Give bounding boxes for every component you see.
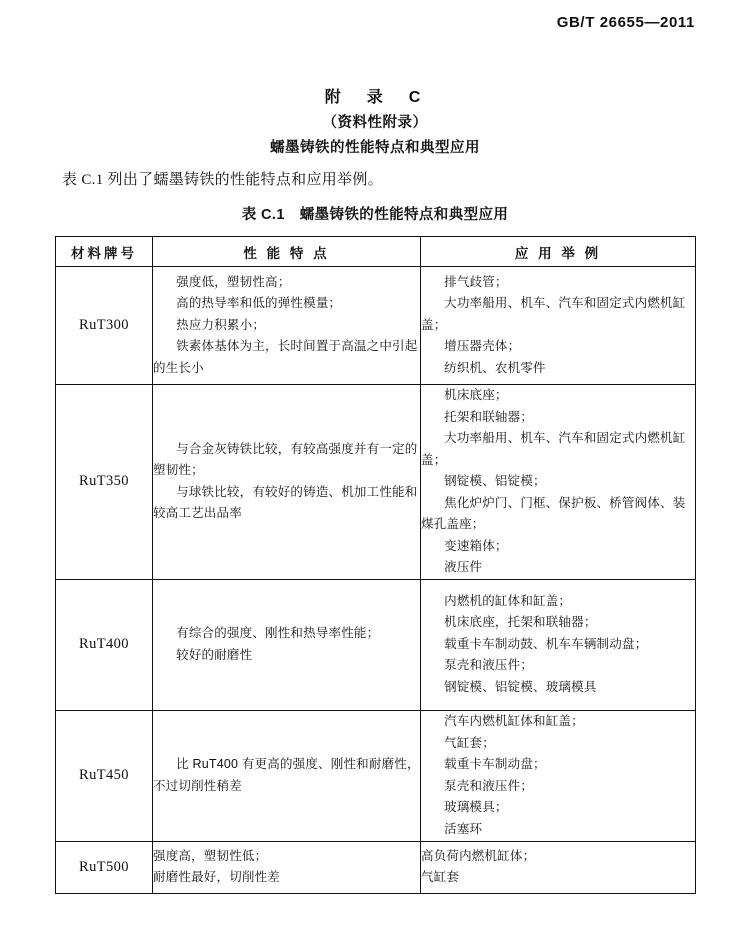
cell-text-line: 载重卡车制动鼓、机车车辆制动盘； xyxy=(444,636,648,651)
cell-text-line: 钢锭模、铝锭模、玻璃模具 xyxy=(444,679,597,694)
cell-grade: RuT500 xyxy=(56,841,153,893)
cell-applications xyxy=(421,385,696,580)
cell-text-line: 玻璃模具； xyxy=(444,800,508,814)
table-row xyxy=(56,579,696,710)
table-body xyxy=(56,267,696,894)
intro-paragraph: 表 C.1 列出了蠕墨铸铁的性能特点和应用举例。 xyxy=(62,172,383,188)
table-row xyxy=(56,385,696,580)
cell-text-line: 汽车内燃机缸体和缸盖； xyxy=(444,714,584,728)
cell-applications xyxy=(421,710,696,841)
cell-text-line: 比 RuT400 有更高的强度、刚性和耐磨性，不过切削性稍差 xyxy=(153,757,420,793)
cell-properties xyxy=(153,267,421,385)
cell-text-line: 内燃机的缸体和缸盖； xyxy=(444,593,572,608)
cell-text-line: 排气歧管； xyxy=(444,274,508,289)
cell-text-line: 大功率船用、机车、汽车和固定式内燃机缸盖； xyxy=(421,431,686,467)
cell-grade: RuT450 xyxy=(56,710,153,841)
cell-properties xyxy=(153,579,421,710)
column-header-grade: 材料牌号 xyxy=(56,237,153,267)
cell-text-line: 气缸套 xyxy=(421,870,460,884)
column-header-applications: 应 用 举 例 xyxy=(421,237,696,267)
cell-text-line: 高的热导率和低的弹性模量； xyxy=(176,296,342,311)
table-row xyxy=(56,841,696,893)
cell-grade: RuT350 xyxy=(56,385,153,580)
cell-grade: RuT300 xyxy=(56,267,153,385)
cell-text-line: 活塞环 xyxy=(444,821,483,836)
table-header xyxy=(56,237,696,267)
cell-applications xyxy=(421,841,696,893)
table-container xyxy=(55,236,695,894)
annex-title: 附 录 C xyxy=(324,89,426,106)
cell-text-line: 大功率船用、机车、汽车和固定式内燃机缸盖； xyxy=(421,296,686,332)
cell-applications xyxy=(421,579,696,710)
cell-text-line: 耐磨性最好，切削性差 xyxy=(153,870,281,884)
cell-text-line: 液压件 xyxy=(444,560,483,574)
properties-applications-table xyxy=(55,236,696,894)
cell-text-line: 机床底座，托架和联轴器； xyxy=(444,615,597,630)
cell-applications xyxy=(421,267,696,385)
cell-grade: RuT400 xyxy=(56,579,153,710)
table-row xyxy=(56,710,696,841)
cell-text-line: 有综合的强度、刚性和热导率性能； xyxy=(176,626,380,640)
cell-text-line: 与合金灰铸铁比较，有较高强度并有一定的塑韧性； xyxy=(153,441,418,478)
cell-text-line: 载重卡车制动盘； xyxy=(444,757,546,771)
annex-kind: （资料性附录） xyxy=(322,115,428,131)
cell-text-line: 钢锭模、铝锭模； xyxy=(444,474,546,488)
cell-text-line: 较好的耐磨性 xyxy=(176,647,253,662)
cell-text-line: 热应力积累小； xyxy=(176,317,266,332)
cell-text-line: 托架和联轴器； xyxy=(444,409,534,424)
cell-text-line: 与球铁比较，有较好的铸造、机加工性能和较高工艺出品率 xyxy=(153,484,418,521)
cell-properties xyxy=(153,710,421,841)
table-caption: 表 C.1 蠕墨铸铁的性能特点和典型应用 xyxy=(241,207,509,223)
cell-text-line: 机床底座； xyxy=(444,388,508,402)
cell-text-line: 铁素体基体为主，长时间置于高温之中引起的生长小 xyxy=(153,339,418,375)
cell-text-line: 强度低，塑韧性高； xyxy=(176,274,291,289)
annex-subject: 蠕墨铸铁的性能特点和典型应用 xyxy=(270,140,480,156)
cell-properties xyxy=(153,841,421,893)
cell-text-line: 高负荷内燃机缸体； xyxy=(421,848,536,863)
cell-text-line: 增压器壳体； xyxy=(444,339,521,354)
cell-text-line: 变速箱体； xyxy=(444,538,508,553)
cell-text-line: 焦化炉炉门、门框、保护板、桥管阀体、装煤孔盖座； xyxy=(421,495,686,531)
cell-text-line: 泵壳和液压件； xyxy=(444,778,534,793)
table-row xyxy=(56,267,696,385)
cell-text-line: 气缸套； xyxy=(444,735,495,750)
cell-properties xyxy=(153,385,421,580)
column-header-properties: 性 能 特 点 xyxy=(153,237,421,267)
cell-text-line: 纺织机、农机零件 xyxy=(444,360,546,375)
cell-text-line: 强度高，塑韧性低； xyxy=(153,848,268,863)
standard-number-header: GB/T 26655—2011 xyxy=(556,14,695,31)
cell-text-line: 泵壳和液压件； xyxy=(444,658,534,673)
table-header-row xyxy=(56,237,696,267)
